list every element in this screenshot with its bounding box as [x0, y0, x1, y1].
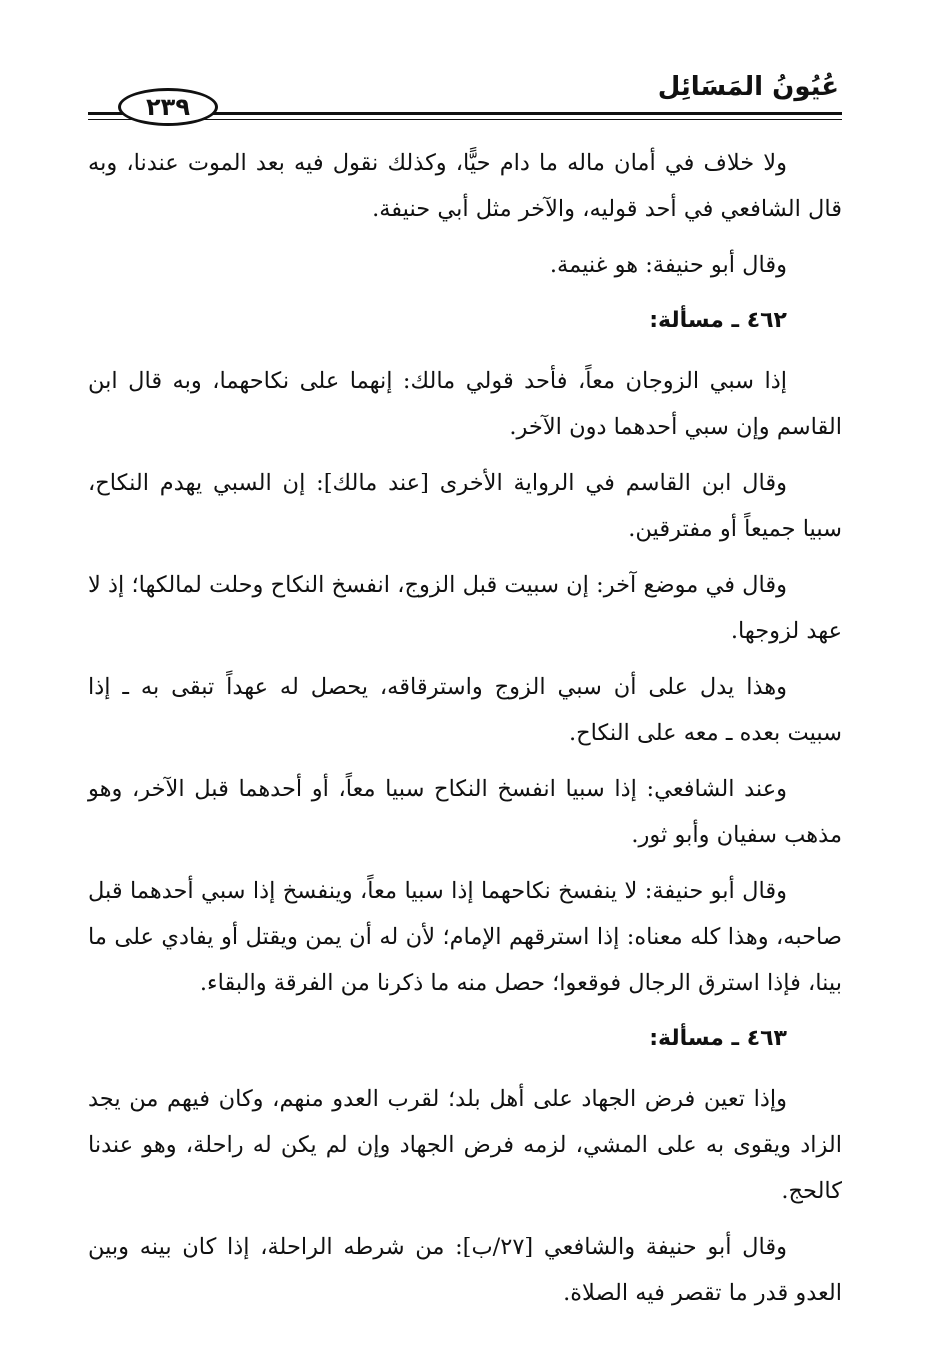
page-number: ٢٣٩: [146, 93, 190, 121]
paragraph-2: وقال أبو حنيفة: هو غنيمة.: [549, 252, 787, 278]
paragraph-4: وقال ابن القاسم في الرواية الأخرى [عند مالك]: إن السبي يهدم النكاح، سبيا جميعاً أو مفترقين.: [88, 470, 842, 542]
body-text: [88, 140, 842, 1326]
paragraph-9: وإذا تعين فرض الجهاد على أهل بلد؛ لقرب العدو منهم، وكان فيهم من يجد الزاد ويقوى به على المشي، لزمه فرض الجهاد وإن لم يكن له راحلة، وهو عندنا كالحج.: [88, 1086, 842, 1204]
section-heading-462: ٤٦٢ ـ مسألة:: [649, 308, 787, 333]
paragraph-5: وقال في موضع آخر: إن سبيت قبل الزوج، انفسخ النكاح وحلت لمالكها؛ إذ لا عهد لزوجها.: [88, 572, 842, 644]
page-number-oval: [118, 88, 218, 126]
paragraph-8: وقال أبو حنيفة: لا ينفسخ نكاحهما إذا سبيا معاً، وينفسخ إذا سبي أحدهما قبل صاحبه، وهذا كله معناه: إذا استرقهم الإمام؛ لأن له أن يمن ويقتل أو يفادي على ما بينا، فإذا استرق الرجال فوقعوا؛ حصل منه ما ذكرنا من الفرقة والبقاء.: [88, 878, 842, 996]
paragraph-3: إذا سبي الزوجان معاً، فأحد قولي مالك: إنهما على نكاحهما، وبه قال ابن القاسم وإن سبي أحدهما دون الآخر.: [88, 368, 842, 440]
section-heading-463: ٤٦٣ ـ مسألة:: [649, 1026, 787, 1051]
paragraph-1: ولا خلاف في أمان ماله ما دام حيًّا، وكذلك نقول فيه بعد الموت عندنا، وبه قال الشافعي في أحد قوليه، والآخر مثل أبي حنيفة.: [88, 150, 842, 222]
paragraph-6: وهذا يدل على أن سبي الزوج واسترقاقه، يحصل له عهداً تبقى به ـ إذا سبيت بعده ـ معه على النكاح.: [88, 674, 842, 746]
running-header-title: عُيُونُ المَسَائِل: [657, 72, 839, 102]
paragraph-7: وعند الشافعي: إذا سبيا انفسخ النكاح سبيا معاً، أو أحدهما قبل الآخر، وهو مذهب سفيان وأبو ثور.: [88, 776, 842, 848]
paragraph-10: وقال أبو حنيفة والشافعي [٢٧/ب]: من شرطه الراحلة، إذا كان بينه وبين العدو قدر ما تقصر فيه الصلاة.: [88, 1234, 842, 1306]
